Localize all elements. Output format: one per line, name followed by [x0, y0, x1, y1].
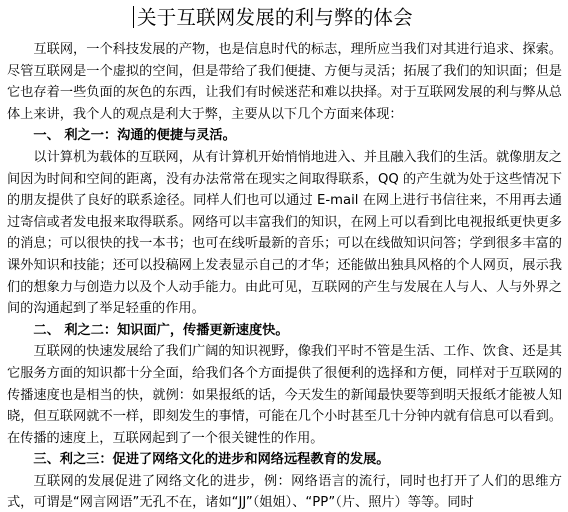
- text-cursor: [133, 6, 134, 28]
- section-heading-3: 三、利之三：促进了网络文化的进步和网络远程教育的发展。: [33, 452, 390, 468]
- section-heading-2: 二、 利之二：知识面广，传播更新速度快。: [33, 322, 289, 338]
- section-paragraph-1: 以计算机为载体的互联网，从有计算机开始悄悄地进入、并且融入我们的生活。就像朋友之间因为时间和空间的距离，没有办法常常在现实之间取得联系，QQ 的产生就为处于这些情况下的朋友提供了良好的联系途径。同样人们也可以通过 E-mail 在网上进行书信往来，不用再去通过寄信或者发电报来取得联系。网络可以丰富我们的知识，在网上可以看到比电视报纸更快更多的消息；可以很快的找一本书；也可在线听最新的音乐；可以在线做知识问答；学到很多丰富的课外知识和技能；还可以投稿网上发表显示自己的才华；还能做出独具风格的个人网页，展示我们的想象力与创造力以及个人动手能力。由此可见，互联网的产生与发展在人与人、人与外界之间的沟通起到了举足轻重的作用。: [7, 149, 562, 317]
- section-paragraph-2: 互联网的快速发展给了我们广阔的知识视野，像我们平时不管是生活、工作、饮食、还是其它服务方面的知识都十分全面，给我们各个方面提供了很便利的选择和方便，同样对于互联网的传播速度也是相当的快，就例：如果报纸的话，今天发生的新闻最快要等到明天报纸才能被人知晓，但互联网就不一样，即刻发生的事情，可能在几个小时甚至几十分钟内就有信息可以看到。在传播的速度上，互联网起到了一个很关键性的作用。: [7, 344, 562, 446]
- document-body: [7, 39, 562, 512]
- intro-paragraph: 互联网，一个科技发展的产物，也是信息时代的标志，理所应当我们对其进行追求、探索。尽管互联网是一个虚拟的空间，但是带给了我们便捷、方便与灵活；拓展了我们的知识面；但是它也存着一些负面的灰色的东西，让我们有时候迷茫和难以抉择。对于互联网发展的利与弊从总体上来讲，我个人的观点是利大于弊，主要从以下几个方面来体现：: [7, 42, 562, 122]
- section-heading-1: 一、 利之一：沟通的便捷与灵活。: [33, 128, 236, 144]
- section-paragraph-3: 互联网的发展促进了网络文化的进步，例：网络语言的流行，同时也打开了人们的思维方式，可谓是“网言网语”无孔不在，诸如“JJ”（姐姐）、“PP”（片、照片）等等。同时: [7, 473, 562, 511]
- document-title: 关于互联网发展的利与弊的体会: [137, 6, 413, 29]
